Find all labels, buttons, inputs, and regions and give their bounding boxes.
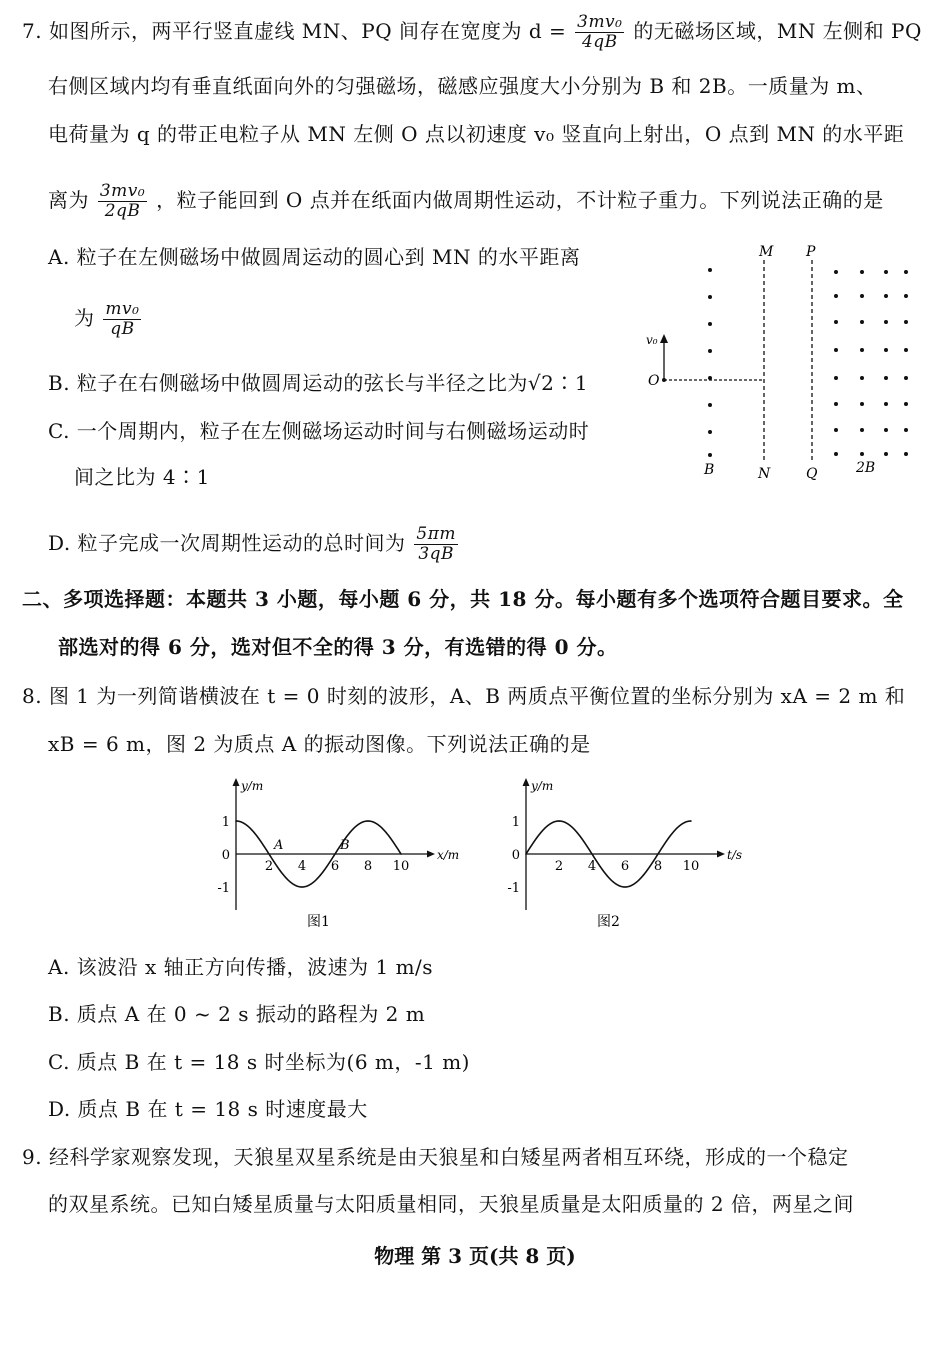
q7-line-4 [48,182,884,221]
page-footer: 物理 第 3 页(共 8 页) [374,1244,576,1268]
figure-caption: 图2 [597,914,620,930]
y-tick-label: 0 [221,848,230,863]
field-dot [834,294,838,298]
y-tick-label: 0 [511,848,520,863]
q7-l4-post: ，粒子能回到 O 点并在纸面内做周期性运动，不计粒子重力。下列说法正确的是 [156,188,884,212]
label-b: B [704,462,715,478]
q7-option-c-line-2: 间之比为 4∶1 [74,465,210,489]
field-dot [708,295,712,299]
q9-line-1: 9. 经科学家观察发现，天狼星双星系统是由天狼星和白矮星两者相互环绕，形成的一个稳定 [22,1145,849,1169]
x-tick-label: 6 [330,859,340,874]
field-dot [904,348,908,352]
y-tick-label: 1 [221,815,230,830]
x-tick-label: 8 [363,859,373,874]
label-q: Q [806,466,818,482]
x-tick-label: 10 [392,859,410,874]
y-axis-label: y/m [531,779,554,793]
x-tick-label: 8 [653,859,663,874]
data-point [334,853,336,855]
x-tick-label: 4 [297,859,307,874]
q7-option-a-line-2 [74,300,143,339]
q8-line-1: 8. 图 1 为一列简谐横波在 t = 0 时刻的波形，A、B 两质点平衡位置的坐标分别为 xA = 2 m 和 [22,684,906,708]
x-axis-label: x/m [437,848,460,862]
label-n: N [758,466,771,482]
x-tick-label: 2 [554,859,564,874]
q7-line-2: 右侧区域内均有垂直纸面向外的匀强磁场，磁感应强度大小分别为 B 和 2B。一质量为 m、 [48,74,877,98]
x-axis-label: t/s [727,848,743,862]
q7-line-3: 电荷量为 q 的带正电粒子从 MN 左侧 O 点以初速度 v₀ 竖直向上射出，O 点到 MN 的水平距 [48,122,905,146]
q8-option-c: C. 质点 B 在 t = 18 s 时坐标为(6 m，-1 m) [48,1050,470,1074]
figure-caption: 图1 [307,914,330,930]
q7-option-a-fraction [103,300,141,339]
right-field-dots [834,270,908,456]
field-dot [904,452,908,456]
data-point [657,853,659,855]
q7-l1-pre: 7. 如图所示，两平行竖直虚线 MN、PQ 间存在宽度为 d = [22,19,567,43]
label-o: O [648,373,660,389]
data-point [591,853,593,855]
q7-l1-post: 的无磁场区域，MN 左侧和 PQ [633,19,922,43]
x-tick-label: 10 [682,859,700,874]
label-m: M [759,244,774,260]
field-dot [904,402,908,406]
data-point [400,853,402,855]
data-point [235,820,237,822]
q7-option-a-den: qB [110,319,135,339]
section-2-line-2: 部选对的得 6 分，选对但不全的得 3 分，有选错的得 0 分。 [58,635,618,659]
field-dot [904,376,908,380]
data-point [367,820,369,822]
q7-option-d-den: 3qB [418,544,455,564]
field-dot [860,320,864,324]
q7-option-a-line-1: A. 粒子在左侧磁场中做圆周运动的圆心到 MN 的水平距离 [48,245,581,269]
field-dot [708,322,712,326]
q7-option-a-pre: 为 [74,306,95,330]
field-dot [834,320,838,324]
q7-option-d [48,525,460,564]
q8-line-2: xB = 6 m，图 2 为质点 A 的振动图像。下列说法正确的是 [48,732,591,756]
field-dot [884,428,888,432]
left-field-dots [708,268,712,457]
field-dot [834,376,838,380]
figure-2-vibration-chart [490,772,760,937]
x-axis-arrowhead [717,851,725,858]
field-dot [904,320,908,324]
q7-option-a-num: mv₀ [105,299,140,319]
y-axis-label: y/m [241,779,264,793]
field-dot [904,294,908,298]
y-axis-arrowhead [233,778,240,786]
q7-option-d-pre: D. 粒子完成一次周期性运动的总时间为 [48,531,406,555]
x-tick-label: 6 [620,859,630,874]
field-dot [708,430,712,434]
field-dot [860,452,864,456]
q8-option-b: B. 质点 A 在 0 ~ 2 s 振动的路程为 2 m [48,1002,426,1026]
field-dot [860,402,864,406]
field-dot [834,348,838,352]
q7-option-c-line-1: C. 一个周期内，粒子在左侧磁场运动时间与右侧磁场运动时 [48,419,590,443]
q7-option-b: B. 粒子在右侧磁场中做圆周运动的弦长与半径之比为√2∶1 [48,371,589,395]
field-dot [708,403,712,407]
point-label-a: A [274,838,284,853]
q7-width-num: 3mv₀ [577,12,623,32]
q7-line-1 [22,13,922,52]
q7-distance-fraction [98,182,147,221]
field-dot [708,349,712,353]
field-dot [860,348,864,352]
q7-width-fraction [575,13,624,52]
data-point [624,886,626,888]
q7-l4-pre: 离为 [48,188,89,212]
q7-field-diagram [640,240,920,485]
field-dot [884,270,888,274]
data-point [525,853,527,855]
q8-option-a: A. 该波沿 x 轴正方向传播，波速为 1 m/s [48,955,434,979]
field-dot [708,268,712,272]
field-dot [884,376,888,380]
field-dot [884,320,888,324]
q7-option-d-num: 5πm [416,524,457,544]
data-point [268,853,270,855]
data-point [690,820,692,822]
q7-option-d-fraction [414,525,458,564]
field-dot [708,453,712,457]
field-dot [834,270,838,274]
q9-line-2: 的双星系统。已知白矮星质量与太阳质量相同，天狼星质量是太阳质量的 2 倍，两星之间 [48,1192,854,1216]
figure-1-wave-chart [200,772,470,937]
v0-arrowhead [660,334,668,343]
field-dot [884,452,888,456]
label-p: P [806,244,816,260]
section-2-line-1: 二、多项选择题：本题共 3 小题，每小题 6 分，共 18 分。每小题有多个选项符合题目要求。全 [22,587,904,611]
x-tick-label: 2 [264,859,274,874]
x-tick-label: 4 [587,859,597,874]
q7-distance-num: 3mv₀ [99,181,146,201]
label-2b: 2B [856,460,876,476]
field-dot [860,428,864,432]
field-dot [860,294,864,298]
point-label-b: B [340,838,350,853]
field-dot [884,348,888,352]
field-dot [884,294,888,298]
field-dot [834,428,838,432]
field-dot [884,402,888,406]
data-point [301,886,303,888]
y-tick-label: -1 [217,881,230,896]
label-v0: v₀ [646,333,658,347]
field-dot [904,428,908,432]
x-axis-arrowhead [427,851,435,858]
q7-width-den: 4qB [581,32,618,52]
field-dot [834,402,838,406]
field-dot [904,270,908,274]
field-dot [860,376,864,380]
q8-option-d: D. 质点 B 在 t = 18 s 时速度最大 [48,1097,368,1121]
field-dot [860,270,864,274]
y-axis-arrowhead [523,778,530,786]
field-dot [834,452,838,456]
q7-distance-den: 2qB [104,201,141,221]
y-tick-label: -1 [507,881,520,896]
data-point [558,820,560,822]
y-tick-label: 1 [511,815,520,830]
